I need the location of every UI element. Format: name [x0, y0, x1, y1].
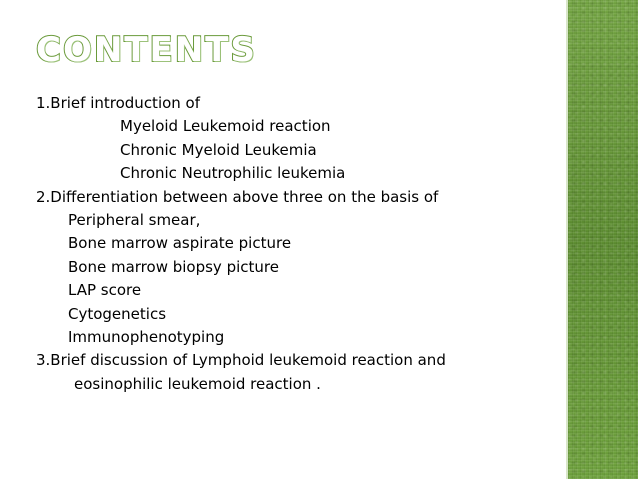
item-1-sub-2: Chronic Myeloid Leukemia [120, 140, 317, 159]
item-1-sub-3: Chronic Neutrophilic leukemia [120, 164, 346, 183]
item-2-sub-2: Bone marrow aspirate picture [68, 234, 292, 253]
item-2-sub-6: Immunophenotyping [68, 328, 225, 347]
item-2-sub-1: Peripheral smear, [68, 211, 201, 230]
item-2-sub-4: LAP score [68, 281, 142, 300]
item-3-continuation: eosinophilic leukemoid reaction . [74, 374, 321, 393]
item-2-sub-3: Bone marrow biopsy picture [68, 257, 279, 276]
item-1-heading: 1.Brief introduction of [36, 94, 201, 112]
item-1-sub-1: Myeloid Leukemoid reaction [120, 117, 331, 136]
contents-list [36, 92, 556, 396]
item-2-heading: 2.Differentiation between above three on the basis of [36, 187, 439, 206]
green-textured-sidebar [568, 0, 638, 479]
slide-title: CONTENTS [36, 30, 257, 70]
item-2-sub-5: Cytogenetics [68, 304, 167, 323]
item-3-heading: 3.Brief discussion of Lymphoid leukemoid reaction and [36, 351, 446, 370]
